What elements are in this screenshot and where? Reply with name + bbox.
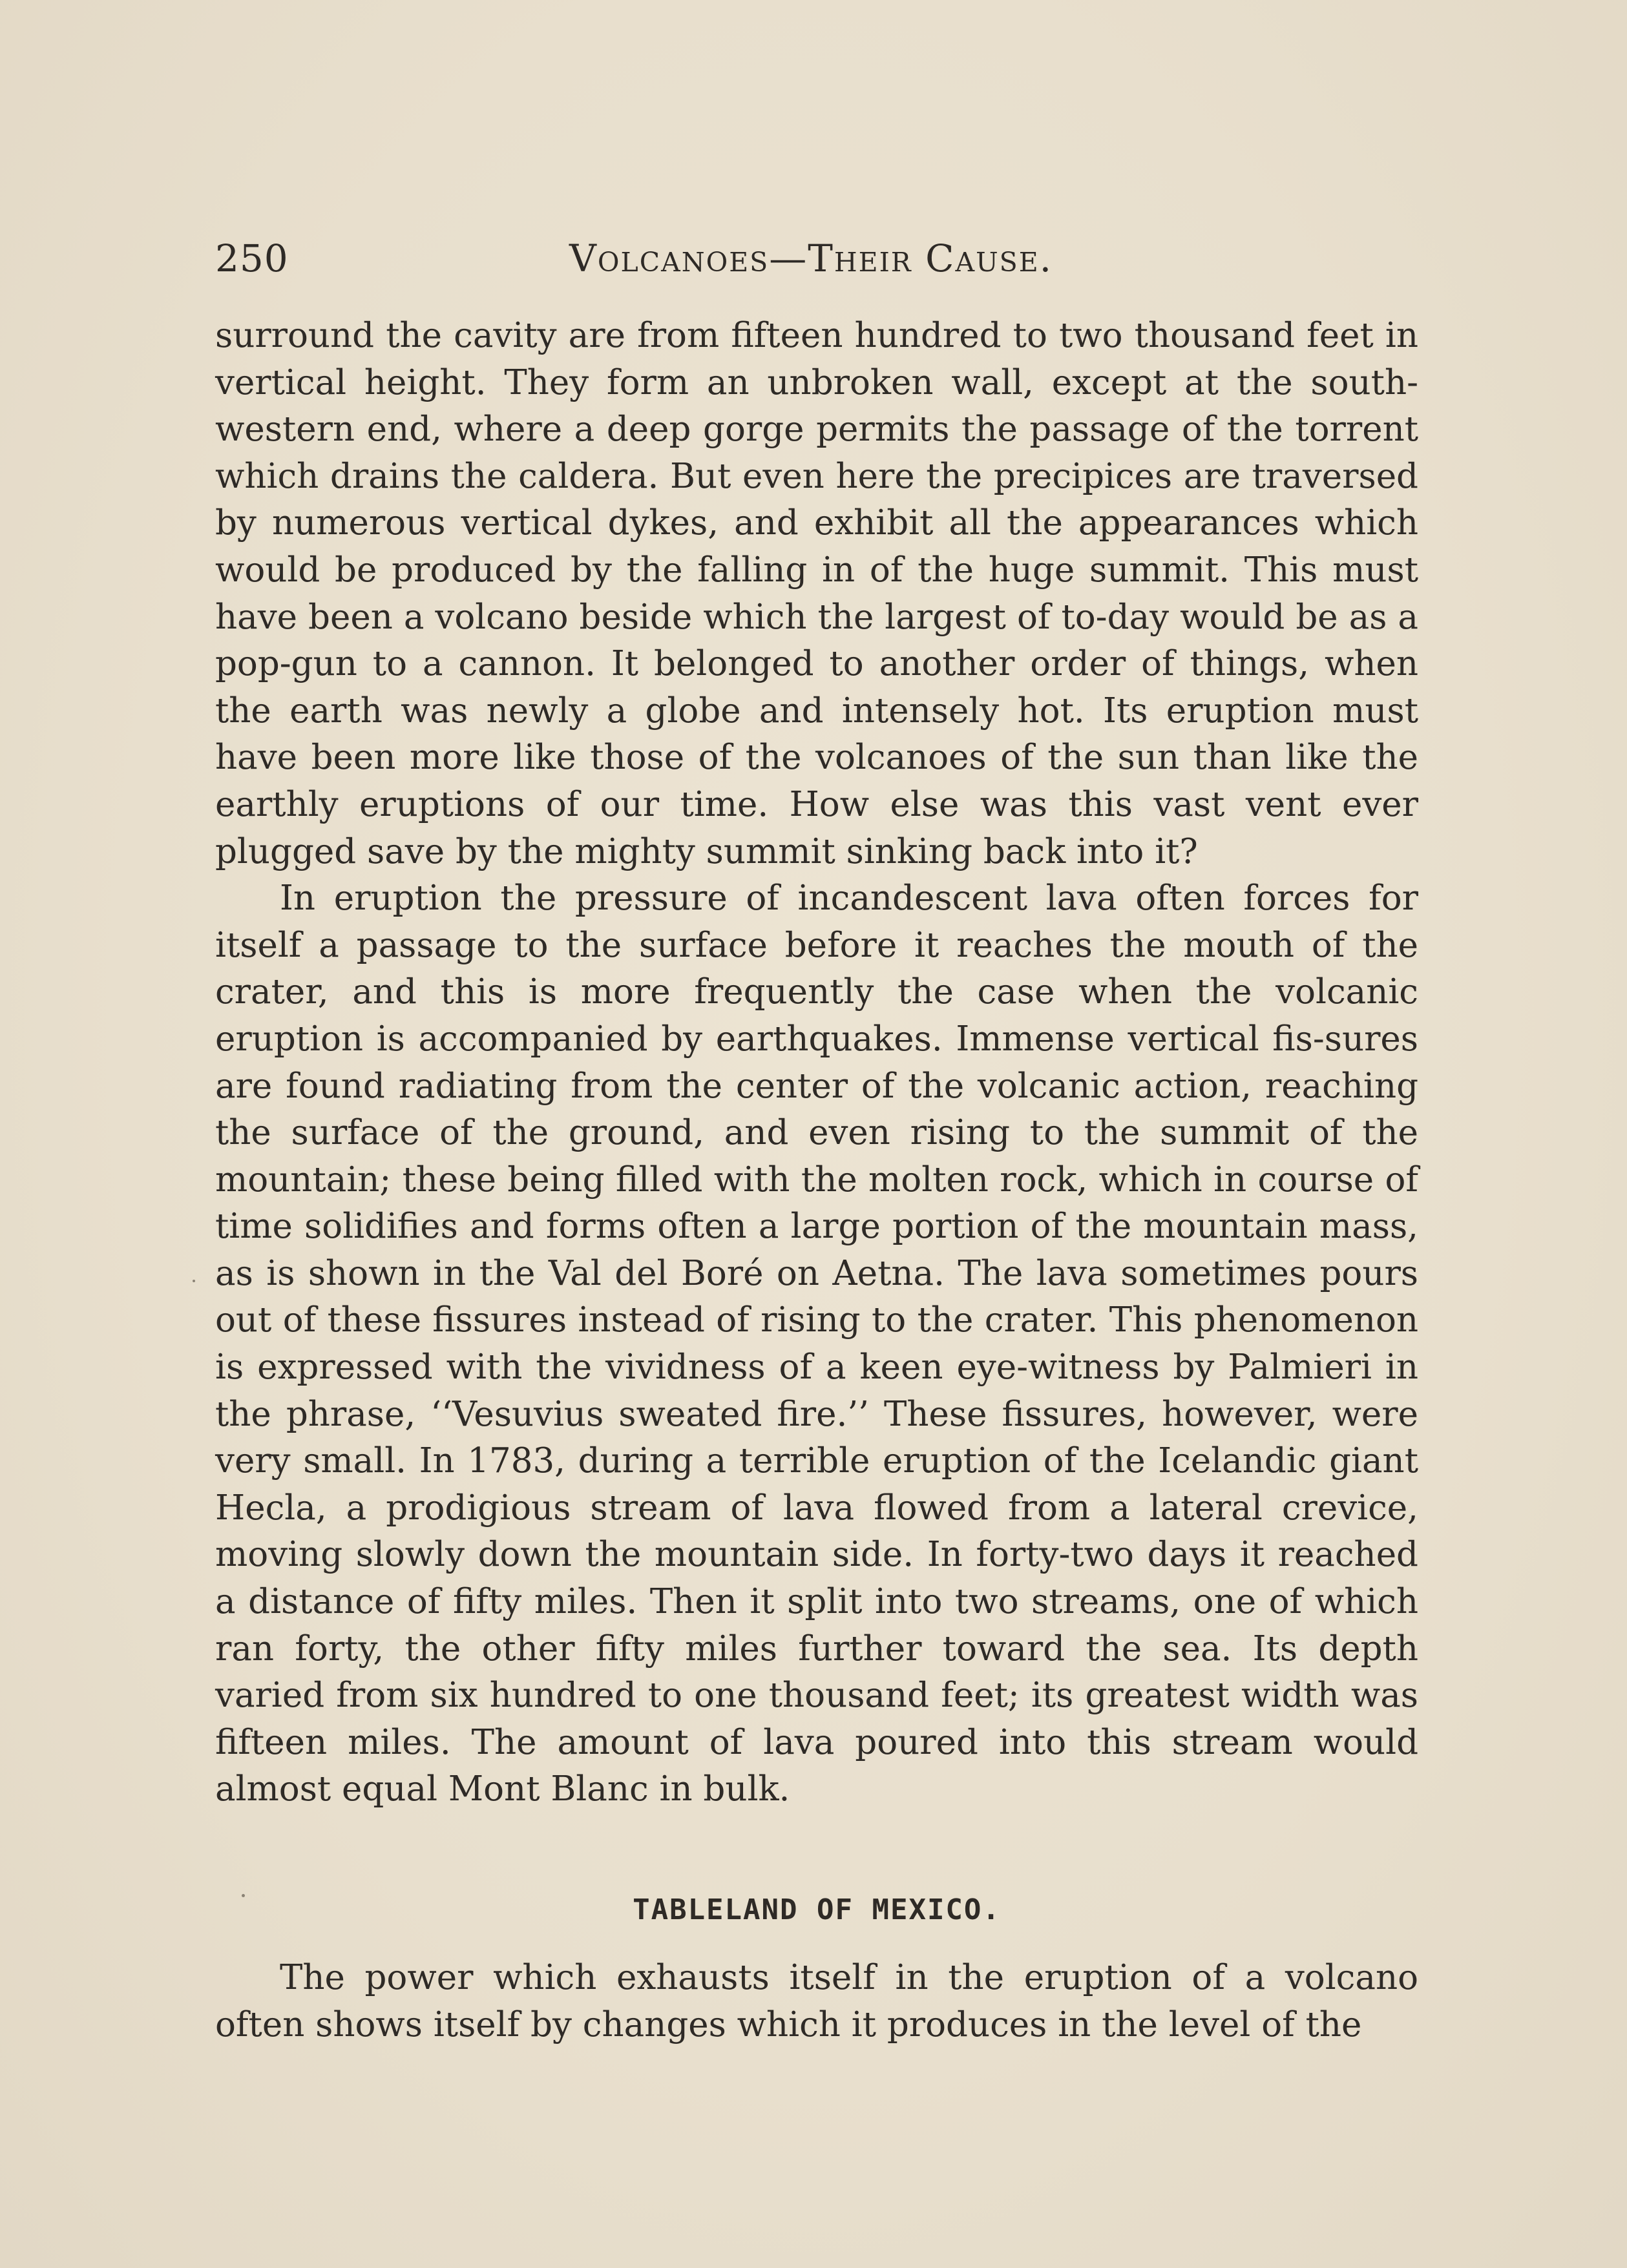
- running-title: Volcanoes—Their Cause.: [569, 236, 1053, 280]
- main-text: [215, 313, 1418, 1813]
- section-text: [215, 1955, 1418, 2048]
- paper-speck: [242, 1894, 245, 1897]
- section-paragraph: The power which exhausts itself in the eruption of a volcano often shows itself by changes which it produces in the level of the: [215, 1958, 1418, 2044]
- paragraph-continued: surround the cavity are from fifteen hundred to two thousand feet in vertical height. They form an unbroken wall, except at the south-western end, where a deep gorge permits the passage of the torrent which drains the caldera. But even here the precipices are traversed by numerous vertical dykes, and exhibit all the appearances which would be produced by the falling in of the huge summit. This must have been a volcano beside which the largest of to-day would be as a pop-gun to a cannon. It belonged to another order of things, when the earth was newly a globe and intensely hot. Its eruption must have been more like those of the volcanoes of the sun than like the earthly eruptions of our time. How else was this vast vent ever plugged save by the mighty summit sinking back into it?: [215, 316, 1418, 871]
- paragraph-eruption: In eruption the pressure of incandescent lava often forces for itself a passage to the surface before it reaches the mouth of the crater, and this is more frequently the case when the volcanic eruption is accompanied by earthquakes. Immense vertical fis-sures are found radiating from the center of the volcanic action, reaching the surface of the ground, and even rising to the summit of the mountain; these being filled with the molten rock, which in course of time solidifies and forms often a large portion of the mountain mass, as is shown in the Val del Boré on Aetna. The lava sometimes pours out of these fissures instead of rising to the crater. This phenomenon is expressed with the vividness of a keen eye-witness by Palmieri in the phrase, ‘‘Vesuvius sweated fire.’’ These fissures, however, were very small. In 1783, during a terrible eruption of the Icelandic giant Hecla, a prodigious stream of lava flowed from a lateral crevice, moving slowly down the mountain side. In forty-two days it reached a distance of fifty miles. Then it split into two streams, one of which ran forty, the other fifty miles further toward the sea. Its depth varied from six hundred to one thousand feet; its greatest width was fifteen miles. The amount of lava poured into this stream would almost equal Mont Blanc in bulk.: [215, 879, 1418, 1809]
- page-header: [215, 233, 1417, 284]
- section-heading: TABLELAND OF MEXICO.: [633, 1893, 1001, 1926]
- paper-speck: [193, 1280, 195, 1282]
- page-number: 250: [215, 236, 289, 280]
